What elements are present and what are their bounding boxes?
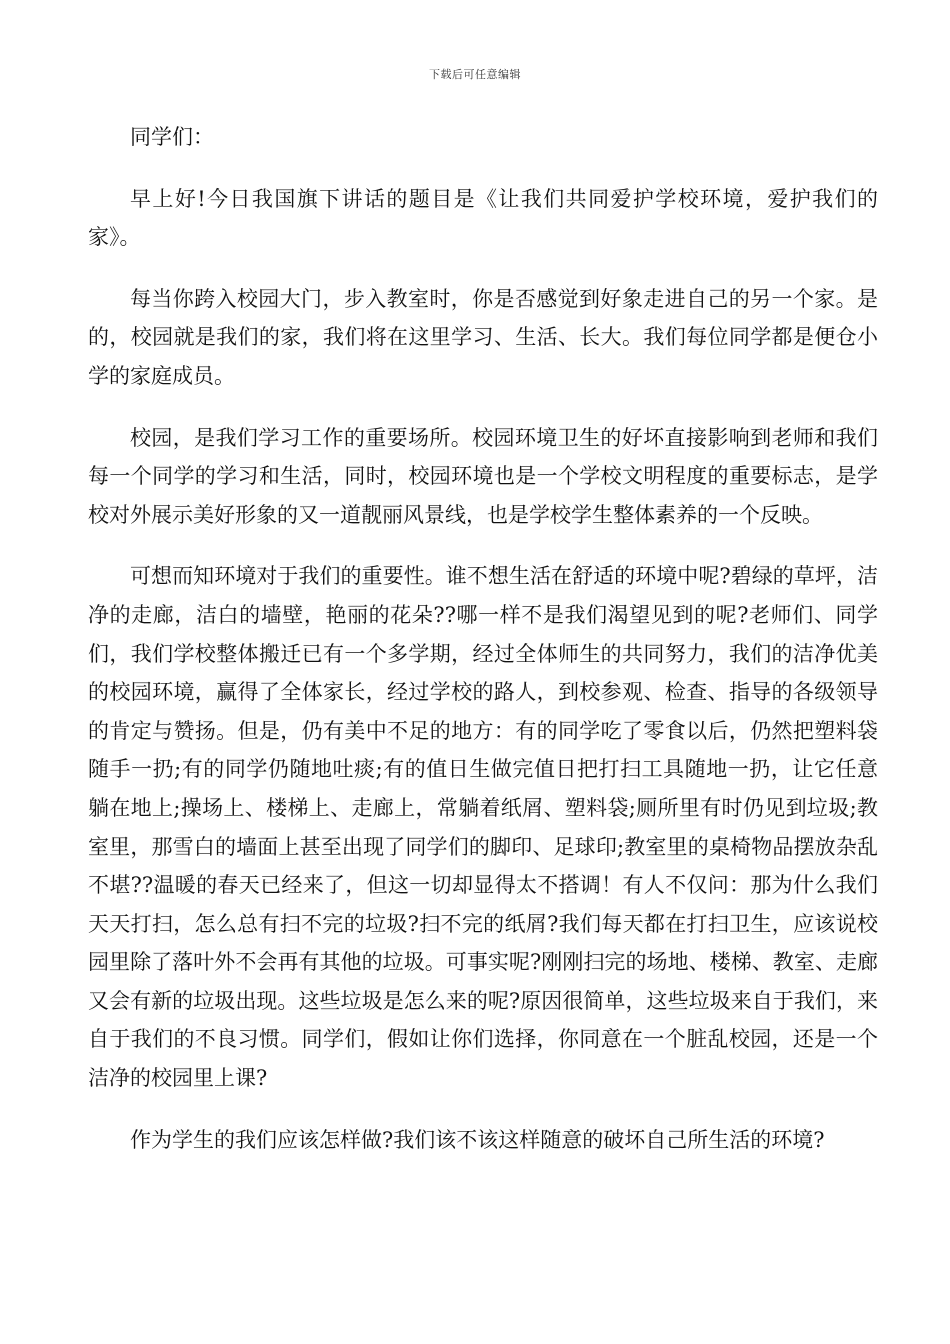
paragraph-greeting: 早上好!今日我国旗下讲话的题目是《让我们共同爱护学校环境，爱护我们的家》。 (88, 186, 878, 250)
paragraph-environment-issues: 可想而知环境对于我们的重要性。谁不想生活在舒适的环境中呢?碧绿的草坪，洁净的走廊，洁白的墙壁，艳丽的花朵??哪一样不是我们渴望见到的呢?老师们、同学们，我们学校整体搬迁已有一个多学期，经过全体师生的共同努力，我们的洁净优美的校园环境，赢得了全体家长，经过学校的路人，到校参观、检查、指导的各级领导的肯定与赞扬。但是，仍有美中不足的地方：有的同学吃了零食以后，仍然把塑料袋随手一扔;有的同学仍随地吐痰;有的值日生做完值日把打扫工具随地一扔，让它任意躺在地上;操场上、楼梯上、走廊上，常躺着纸屑、塑料袋;厕所里有时仍见到垃圾;教室里，那雪白的墙面上甚至出现了同学们的脚印、足球印;教室里的桌椅物品摆放杂乱不堪??温暖的春天已经来了，但这一切却显得太不搭调！有人不仅问：那为什么我们天天打扫，怎么总有扫不完的垃圾?扫不完的纸屑?我们每天都在打扫卫生，应该说校园里除了落叶外不会再有其他的垃圾。可事实呢?刚刚扫完的场地、楼梯、教室、走廊又会有新的垃圾出现。这些垃圾是怎么来的呢?原因很简单，这些垃圾来自于我们，来自于我们的不良习惯。同学们，假如让你们选择，你同意在一个脏乱校园，还是一个洁净的校园里上课? (88, 564, 878, 1091)
paragraph-what-to-do: 作为学生的我们应该怎样做?我们该不该这样随意的破坏自己所生活的环境? (130, 1127, 825, 1152)
document-body (88, 118, 878, 1182)
salutation: 同学们： (130, 125, 214, 149)
paragraph-campus-home: 每当你跨入校园大门，步入教室时，你是否感觉到好象走进自己的另一个家。是的，校园就是我们的家，我们将在这里学习、生活、长大。我们每位同学都是便仓小学的家庭成员。 (88, 286, 878, 388)
paragraph-campus-importance: 校园，是我们学习工作的重要场所。校园环境卫生的好坏直接影响到老师和我们每一个同学的学习和生活，同时，校园环境也是一个学校文明程度的重要标志，是学校对外展示美好形象的又一道靓丽风景线，也是学校学生整体素养的一个反映。 (88, 425, 878, 527)
page-header-note: 下载后可任意编辑 (429, 68, 521, 81)
